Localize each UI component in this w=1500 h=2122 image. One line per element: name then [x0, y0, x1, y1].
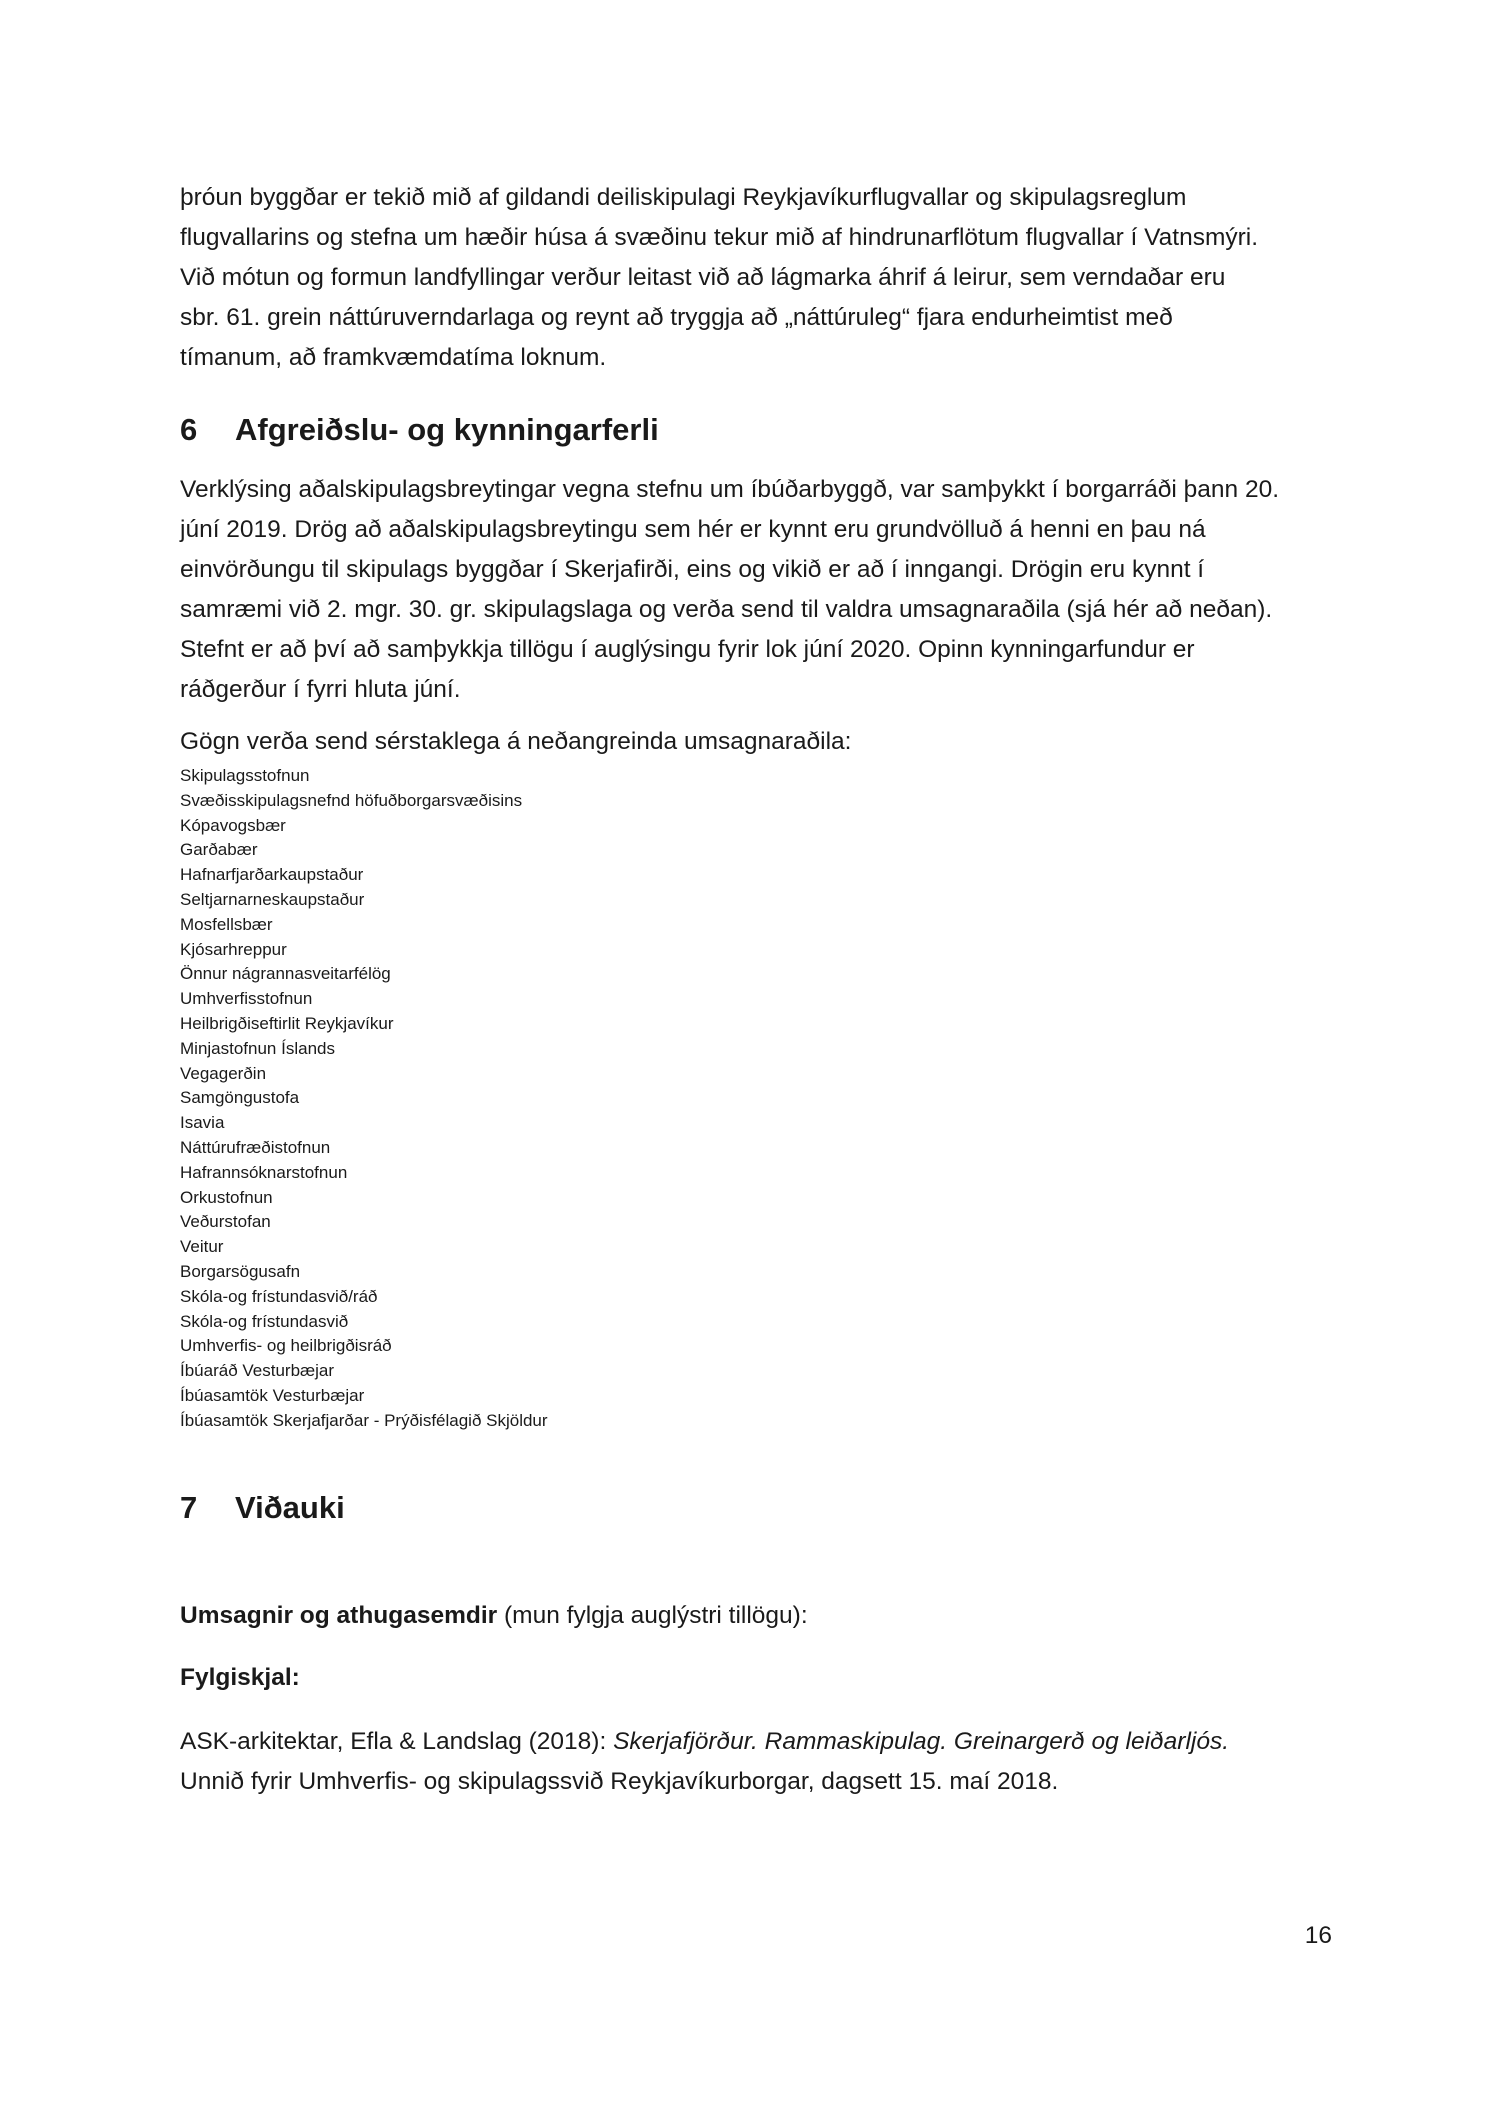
- list-item: Umhverfis- og heilbrigðisráð: [180, 1336, 392, 1356]
- section-6-paragraph: [180, 470, 1340, 710]
- section-number: 6: [180, 412, 198, 447]
- list-item: Samgöngustofa: [180, 1088, 300, 1108]
- list-item: Kjósarhreppur: [180, 939, 287, 959]
- recipients-intro: Gögn verða send sérstaklega á neðangreinda umsagnaraðila:: [180, 728, 852, 755]
- comments-line: [180, 1598, 808, 1634]
- list-item: Náttúrufræðistofnun: [180, 1137, 331, 1157]
- paragraph-line: Verklýsing aðalskipulagsbreytingar vegna stefnu um íbúðarbyggð, var samþykkt í borgarráði þann 20.: [180, 476, 1280, 503]
- section-6-heading: [180, 410, 659, 450]
- reference-authors: ASK-arkitektar, Efla & Landslag (2018):: [180, 1728, 614, 1755]
- list-item: Veitur: [180, 1237, 224, 1257]
- list-item: Kópavogsbær: [180, 815, 286, 835]
- list-item: Veðurstofan: [180, 1212, 271, 1232]
- list-item: Hafrannsóknarstofnun: [180, 1162, 348, 1182]
- paragraph-line: samræmi við 2. mgr. 30. gr. skipulagslaga og verða send til valdra umsagnaraðila (sjá hér að neðan).: [180, 596, 1273, 623]
- section-title: Viðauki: [235, 1490, 345, 1525]
- reference: [180, 1722, 1229, 1802]
- comments-label: Umsagnir og athugasemdir: [180, 1602, 498, 1629]
- list-item: Mosfellsbær: [180, 914, 273, 934]
- paragraph-line: sbr. 61. grein náttúruverndarlaga og reynt að tryggja að „náttúruleg“ fjara endurheimtist með: [180, 304, 1173, 331]
- list-item: Íbúasamtök Skerjafjarðar - Prýðisfélagið Skjöldur: [180, 1410, 548, 1430]
- list-item: Borgarsögusafn: [180, 1261, 301, 1281]
- paragraph-line: þróun byggðar er tekið mið af gildandi deiliskipulagi Reykjavíkurflugvallar og skipulagsreglum: [180, 184, 1187, 211]
- reference-line-2: Unnið fyrir Umhverfis- og skipulagssvið Reykjavíkurborgar, dagsett 15. maí 2018.: [180, 1768, 1059, 1795]
- comments-note: (mun fylgja auglýstri tillögu):: [497, 1602, 808, 1629]
- list-item: Skóla-og frístundasvið/ráð: [180, 1286, 378, 1306]
- list-item: Garðabær: [180, 840, 258, 860]
- paragraph-line: ráðgerður í fyrri hluta júní.: [180, 676, 461, 703]
- list-item: Svæðisskipulagsnefnd höfuðborgarsvæðisins: [180, 790, 523, 810]
- paragraph-line: Við mótun og formun landfyllingar verður leitast við að lágmarka áhrif á leirur, sem verndaðar eru: [180, 264, 1226, 291]
- list-item: Íbúasamtök Vesturbæjar: [180, 1385, 365, 1405]
- list-item: Skóla-og frístundasvið: [180, 1311, 349, 1331]
- paragraph-line: Stefnt er að því að samþykkja tillögu í auglýsingu fyrir lok júní 2020. Opinn kynningarfundur er: [180, 636, 1195, 663]
- list-item: Orkustofnun: [180, 1187, 273, 1207]
- list-item: Skipulagsstofnun: [180, 766, 310, 785]
- section-7-heading: [180, 1488, 345, 1528]
- paragraph-line: flugvallarins og stefna um hæðir húsa á svæðinu tekur mið af hindrunarflötum flugvallar í Vatnsmýri.: [180, 224, 1259, 251]
- intro-paragraph: [180, 178, 1340, 378]
- paragraph-line: júní 2019. Drög að aðalskipulagsbreytingu sem hér er kynnt eru grundvölluð á henni en þau ná: [180, 516, 1206, 543]
- list-item: Heilbrigðiseftirlit Reykjavíkur: [180, 1013, 394, 1033]
- section-number: 7: [180, 1490, 198, 1525]
- list-item: Önnur nágrannasveitarfélög: [180, 964, 391, 984]
- paragraph-line: einvörðungu til skipulags byggðar í Skerjafirði, eins og vikið er að í inngangi. Drögin eru kynnt í: [180, 556, 1205, 583]
- attachment-line: [180, 1660, 300, 1696]
- list-item: Hafnarfjarðarkaupstaður: [180, 865, 364, 885]
- list-item: Vegagerðin: [180, 1063, 267, 1083]
- reference-line-1: [180, 1722, 1229, 1762]
- reference-title: Skerjafjörður. Rammaskipulag. Greinargerð og leiðarljós.: [613, 1728, 1230, 1755]
- page-number: 16: [1304, 1922, 1332, 1949]
- paragraph-line: tímanum, að framkvæmdatíma loknum.: [180, 344, 607, 371]
- list-item: Seltjarnarneskaupstaður: [180, 889, 365, 909]
- list-item: Umhverfisstofnun: [180, 989, 313, 1009]
- list-item: Isavia: [180, 1113, 225, 1133]
- list-item: Minjastofnun Íslands: [180, 1038, 335, 1058]
- section-title: Afgreiðslu- og kynningarferli: [235, 412, 659, 447]
- attachment-label: Fylgiskjal:: [180, 1664, 300, 1691]
- list-item: Íbúaráð Vesturbæjar: [180, 1361, 335, 1381]
- recipients-list: [180, 764, 548, 1434]
